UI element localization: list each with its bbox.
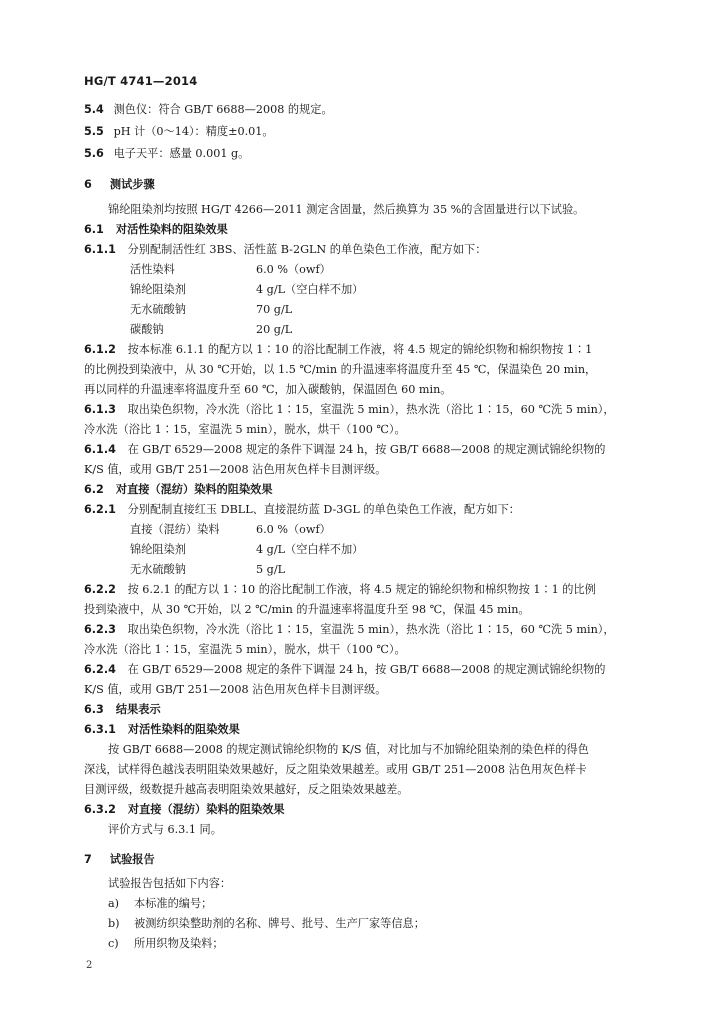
clause-6-1-4: 6.1.4 在 GB/T 6529—2008 规定的条件下调湿 24 h，按 GB/T 6688—2008 的规定测试锦纶织物的 — [84, 443, 606, 456]
section-7-intro: 试验报告包括如下内容： — [108, 877, 232, 890]
report-list-item: b) 被测纺织染整助剂的名称、牌号、批号、生产厂家等信息； — [108, 917, 425, 930]
recipe2-row: 无水硫酸钠 5 g/L — [130, 563, 286, 576]
clause-5-6: 5.6 电子天平：感量 0.001 g。 — [84, 147, 250, 160]
recipe1-row: 活性染料 6.0 %（owf） — [130, 263, 331, 276]
recipe1-row: 锦纶阻染剂 4 g/L（空白样不加） — [130, 283, 364, 296]
report-list-item: a) 本标准的编号； — [108, 897, 213, 910]
clause-6-3-1-text: 按 GB/T 6688—2008 的规定测试锦纶织物的 K/S 值，对比加与不加锦纶阻染剂的染色样的得色 — [108, 743, 589, 756]
clause-6-1-heading: 6.1 对活性染料的阻染效果 — [84, 223, 228, 236]
clause-6-1-2-cont: 再以同样的升温速率将温度升至 60 ℃，加入碳酸钠，保温固色 60 min。 — [84, 383, 452, 396]
section-6-intro: 锦纶阻染剂均按照 HG/T 4266—2011 测定含固量，然后换算为 35 %的含固量进行以下试验。 — [108, 203, 585, 216]
clause-6-1-3: 6.1.3 取出染色织物，冷水洗（浴比 1∶15，室温洗 5 min），热水洗（浴比 1∶15，60 ℃洗 5 min）， — [84, 403, 615, 416]
standard-code: HG/T 4741—2014 — [84, 74, 198, 88]
clause-6-1-2-cont: 的比例投到染液中，从 30 ℃开始，以 1.5 ℃/min 的升温速率将温度升至 45 ℃，保温染色 20 min， — [84, 363, 597, 376]
clause-6-2-2: 6.2.2 按 6.2.1 的配方以 1∶10 的浴比配制工作液，将 4.5 规定的锦纶织物和棉织物按 1∶1 的比例 — [84, 583, 596, 596]
clause-6-2-3-cont: 冷水洗（浴比 1∶15，室温洗 5 min），脱水，烘干（100 ℃）。 — [84, 643, 406, 656]
clause-6-2-4: 6.2.4 在 GB/T 6529—2008 规定的条件下调湿 24 h，按 GB/T 6688—2008 的规定测试锦纶织物的 — [84, 663, 606, 676]
clause-5-4: 5.4 测色仪：符合 GB/T 6688—2008 的规定。 — [84, 103, 333, 116]
clause-6-2-1: 6.2.1 分别配制直接红玉 DBLL、直接混纺蓝 D-3GL 的单色染色工作液，配方如下： — [84, 503, 520, 516]
clause-6-1-2: 6.1.2 按本标准 6.1.1 的配方以 1∶10 的浴比配制工作液，将 4.5 规定的锦纶织物和棉织物按 1∶1 — [84, 343, 593, 356]
recipe2-row: 锦纶阻染剂 4 g/L（空白样不加） — [130, 543, 364, 556]
clause-6-2-4-cont: K/S 值，或用 GB/T 251—2008 沾色用灰色样卡目测评级。 — [84, 683, 387, 696]
clause-6-2-2-cont: 投到染液中，从 30 ℃开始，以 2 ℃/min 的升温速率将温度升至 98 ℃，保温 45 min。 — [84, 603, 530, 616]
clause-6-1-4-cont: K/S 值，或用 GB/T 251—2008 沾色用灰色样卡目测评级。 — [84, 463, 387, 476]
section-7-heading: 7 试验报告 — [84, 853, 155, 866]
clause-6-3-1-heading: 6.3.1 对活性染料的阻染效果 — [84, 723, 240, 736]
clause-6-1-3-cont: 冷水洗（浴比 1∶15，室温洗 5 min），脱水，烘干（100 ℃）。 — [84, 423, 406, 436]
clause-6-2-heading: 6.2 对直接（混纺）染料的阻染效果 — [84, 483, 273, 496]
recipe2-row: 直接（混纺）染料 6.0 %（owf） — [130, 523, 331, 536]
clause-6-1-1: 6.1.1 分别配制活性红 3BS、活性蓝 B-2GLN 的单色染色工作液，配方如下： — [84, 243, 487, 256]
clause-6-3-2-text: 评价方式与 6.3.1 同。 — [108, 823, 222, 836]
recipe1-row: 碳酸钠 20 g/L — [130, 323, 293, 336]
clause-6-3-1-text: 目测评级，级数提升越高表明阻染效果越好，反之阻染效果越差。 — [84, 783, 409, 796]
report-list-item: c) 所用织物及染料； — [108, 937, 224, 950]
page-number: 2 — [86, 960, 93, 971]
section-6-heading: 6 测试步骤 — [84, 178, 155, 191]
clause-6-3-2-heading: 6.3.2 对直接（混纺）染料的阻染效果 — [84, 803, 285, 816]
clause-6-3-heading: 6.3 结果表示 — [84, 703, 161, 716]
clause-6-2-3: 6.2.3 取出染色织物，冷水洗（浴比 1∶15，室温洗 5 min），热水洗（浴比 1∶15，60 ℃洗 5 min）， — [84, 623, 615, 636]
recipe1-row: 无水硫酸钠 70 g/L — [130, 303, 293, 316]
clause-5-5: 5.5 pH 计（0～14）：精度±0.01。 — [84, 125, 274, 138]
clause-6-3-1-text: 深浅，试样得色越浅表明阻染效果越好，反之阻染效果越差。或用 GB/T 251—2008 沾色用灰色样卡 — [84, 763, 587, 776]
